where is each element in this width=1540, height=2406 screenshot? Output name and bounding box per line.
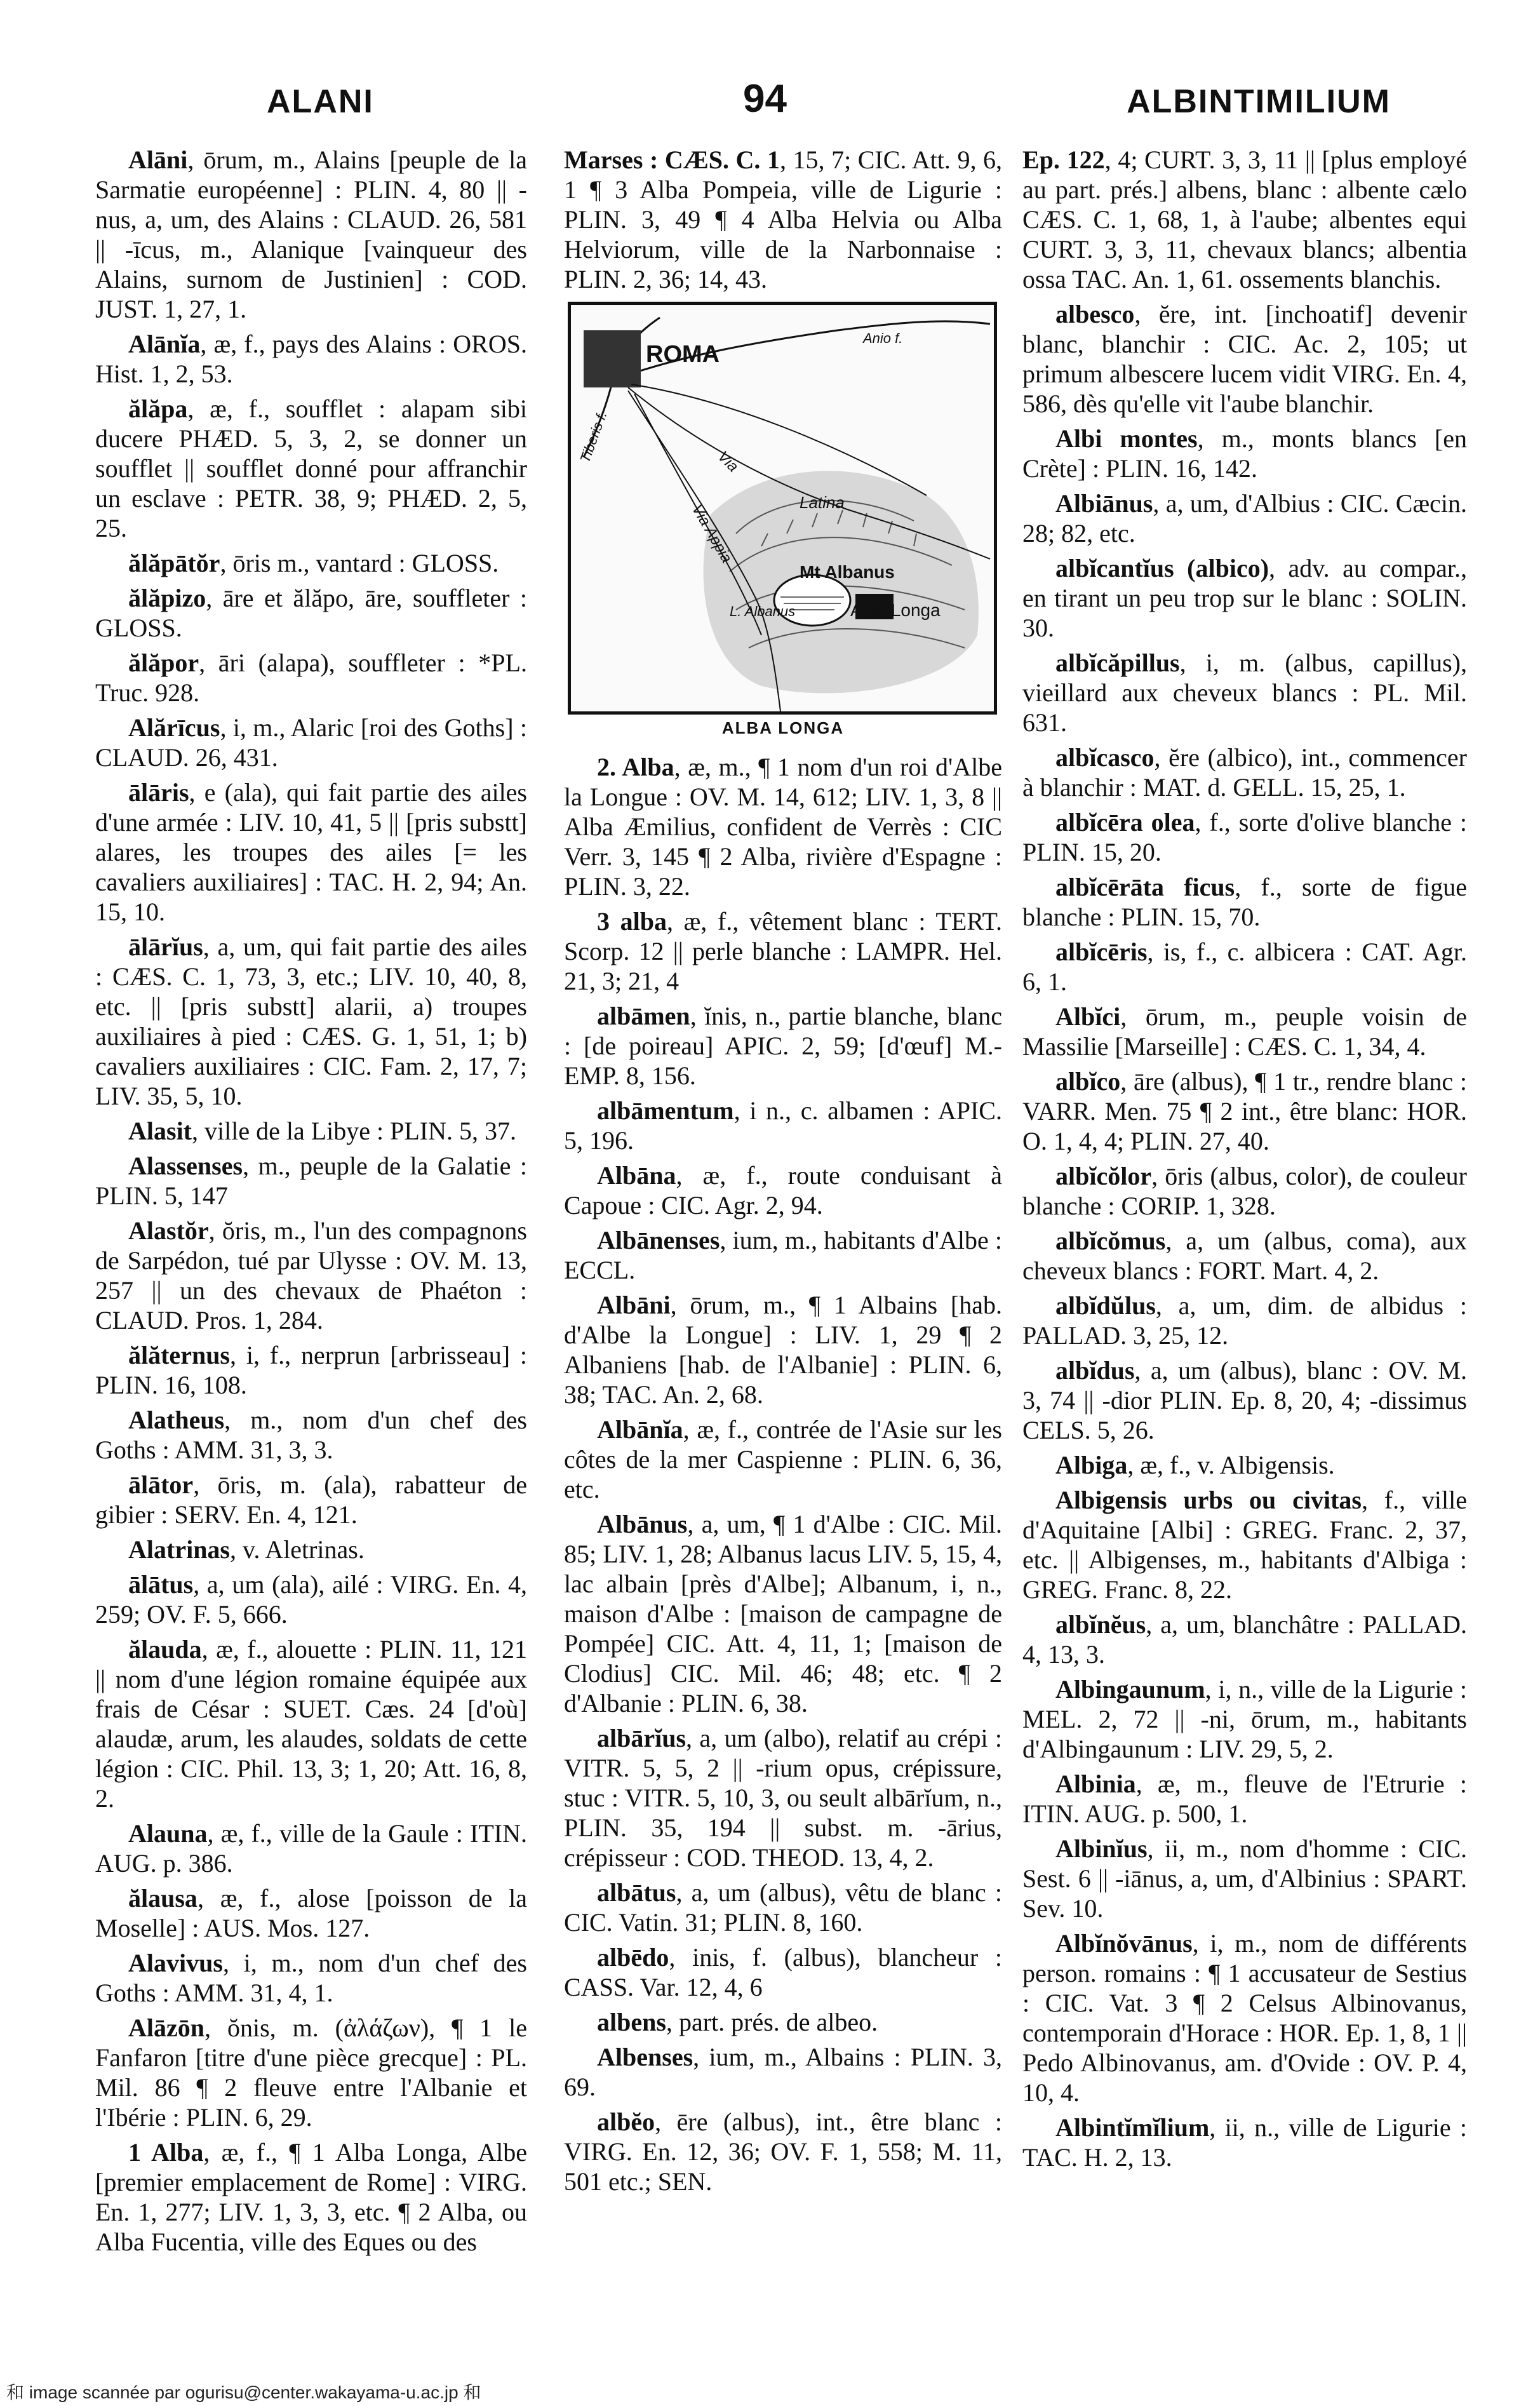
dictionary-entry — [564, 1878, 1002, 1937]
entry-headword: Albāni — [597, 1290, 671, 1319]
page-header — [0, 76, 1540, 146]
dictionary-entry — [564, 1096, 1002, 1155]
entry-headword: Alānĭa — [128, 330, 201, 358]
dictionary-entry — [1022, 1928, 1467, 2107]
dictionary-entry — [1022, 1291, 1467, 1350]
entry-headword: Albānus — [597, 1509, 688, 1538]
map-label-anio: Anio f. — [863, 330, 903, 346]
entry-body: , æ, m., ¶ 1 nom d'un roi d'Albe la Longue : OV. M. 14, 612; LIV. 1, 3, 8 || Alba Æmilius, confident de Verrès : CIC Verr. 3, 145 ¶ 2 Alba, rivière d'Espagne : PLIN. 3, 22. — [564, 752, 1002, 901]
entry-body: , æ, f., soufflet : alapam sibi ducere PHÆD. 5, 3, 2, se donner un soufflet || soufflet donné pour affranchir un esclave : PETR. 38, 9; PHÆD. 2, 5, 25. — [95, 394, 527, 542]
dictionary-entry — [95, 145, 527, 324]
scan-credit: 和 image scannée par ogurisu@center.wakayama-u.ac.jp 和 — [6, 2382, 481, 2402]
entry-body: , i n., c. albamen : APIC. 5, 196. — [564, 1096, 1002, 1155]
dictionary-entry — [95, 1340, 527, 1400]
dictionary-entry — [1022, 1066, 1467, 1156]
map-label-tiberis: Tiberis f. — [577, 409, 610, 465]
entry-body: , æ, f., route conduisant à Capoue : CIC. Agr. 2, 94. — [564, 1160, 1002, 1220]
map-label-roma: ROMA — [646, 341, 720, 368]
rome-marker — [584, 330, 641, 387]
dictionary-entry — [564, 1160, 1002, 1220]
entry-body: , adv. au compar., en tirant un peu trop sur le blanc : SOLIN. 30. — [1022, 554, 1467, 642]
entry-headword: albĭdus — [1055, 1356, 1135, 1385]
entry-headword: Albenses — [597, 2042, 693, 2071]
entry-body: , m., nom d'un chef des Goths : AMM. 31, 3, 3. — [95, 1406, 527, 1464]
dictionary-entry — [95, 1116, 527, 1146]
entry-headword: albātus — [597, 1878, 676, 1907]
entry-headword: albĭcērāta ficus — [1055, 873, 1235, 901]
entry-body: , æ, f., alouette : PLIN. 11, 121 || nom d'une légion romaine équipée aux frais de César : SUET. Cæs. 24 [d'où] alaudæ, arum, les alaudes, soldats de cette légion : CIC. Phil. 13, 3; 1, 20; Att. 16, 8, 2. — [95, 1635, 527, 1813]
map-label-appia: Via Appia — [688, 501, 735, 566]
dictionary-entry — [564, 2007, 1002, 2037]
column-3 — [1022, 145, 1467, 2349]
entry-headword: albĭnĕus — [1055, 1610, 1146, 1639]
entry-headword: albĭcŏmus — [1055, 1227, 1166, 1255]
entry-body: , a, um, d'Albius : CIC. Cæcin. 28; 82, etc. — [1022, 489, 1467, 548]
entry-headword: 3 alba — [597, 906, 667, 936]
entry-headword: Alărīcus — [128, 713, 220, 742]
dictionary-entry — [95, 1818, 527, 1878]
entry-headword: Alastŏr — [128, 1216, 209, 1245]
entry-body: , f., sorte d'olive blanche : PLIN. 15, 20. — [1022, 808, 1467, 866]
dictionary-entry — [1022, 2113, 1467, 2172]
dictionary-entry — [564, 2042, 1002, 2102]
dictionary-entry — [1022, 1610, 1467, 1669]
entry-headword: albāmentum — [597, 1096, 734, 1125]
entry-body: , i, m., Alaric [roi des Goths] : CLAUD. 26, 431. — [95, 713, 527, 772]
entry-headword: albens — [597, 2007, 666, 2036]
entry-body: , a, um, dim. de albidus : PALLAD. 3, 25, 12. — [1022, 1291, 1467, 1350]
entry-body: , ōrum, m., ¶ 1 Albains [hab. d'Albe la Longue] : LIV. 1, 29 ¶ 2 Albaniens [hab. de l'Albanie] : PLIN. 6, 38; TAC. An. 2, 68. — [564, 1290, 1002, 1409]
entry-headword: Albingaunum — [1055, 1675, 1205, 1704]
entry-headword: Albiga — [1055, 1451, 1128, 1479]
entry-headword: Albigensis urbs ou civitas — [1055, 1486, 1362, 1514]
column-2-top — [564, 145, 1002, 294]
entry-body: , i, m., nom d'un chef des Goths : AMM. 31, 4, 1. — [95, 1949, 527, 2007]
dictionary-entry — [95, 548, 527, 578]
entry-headword: Alāni — [128, 145, 188, 174]
dictionary-entry — [1022, 1674, 1467, 1764]
dictionary-entry — [1022, 553, 1467, 643]
entry-body: , f., sorte de figue blanche : PLIN. 15, 70. — [1022, 873, 1467, 931]
dictionary-entry — [95, 2013, 527, 2132]
dictionary-entry — [95, 1569, 527, 1629]
dictionary-entry — [564, 1723, 1002, 1872]
dictionary-entry — [1022, 807, 1467, 867]
running-head-left: ALANI — [267, 83, 374, 120]
entry-headword: Albinĭus — [1055, 1834, 1148, 1863]
entry-headword: ălausa — [128, 1884, 198, 1912]
dictionary-entry — [1022, 1485, 1467, 1604]
entry-headword: 1 Alba — [128, 2138, 204, 2167]
entry-body: , ōris (albus, color), de couleur blanche : CORIP. 1, 328. — [1022, 1162, 1467, 1220]
entry-body: , is, f., c. albicera : CAT. Agr. 6, 1. — [1022, 938, 1467, 996]
entry-headword: Albĭnŏvānus — [1055, 1929, 1193, 1958]
column-2-bottom — [564, 752, 1002, 2196]
dictionary-entry — [95, 2137, 527, 2257]
dictionary-entry — [1022, 1226, 1467, 1286]
entry-headword: albĭdŭlus — [1055, 1291, 1156, 1320]
dictionary-entry — [1022, 1161, 1467, 1221]
entry-body: , e (ala), qui fait partie des ailes d'une armée : LIV. 10, 41, 5 || [pris substt] alares, les troupes des ailes [= les cavaliers auxiliaires] : TAC. H. 2, 94; An. 15, 10. — [95, 778, 527, 926]
entry-body: , ĕre, int. [inchoatif] devenir blanc, blanchir : CIC. Ac. 2, 105; ut primum albescere lucem vidit VIRG. En. 4, 586, dès qu'elle vit l'aube blanchir. — [1022, 300, 1467, 418]
entry-headword: Albi montes — [1055, 424, 1198, 453]
dictionary-entry — [95, 1535, 527, 1564]
entry-headword: Marses : CÆS. C. 1 — [564, 145, 780, 174]
entry-body: , ōris m., vantard : GLOSS. — [220, 549, 499, 577]
entry-body: , æ, f., contrée de l'Asie sur les côtes de la mer Caspienne : PLIN. 6, 36, etc. — [564, 1415, 1002, 1503]
dictionary-entry — [95, 1883, 527, 1943]
entry-headword: Alāzōn — [128, 2013, 204, 2042]
dictionary-entry — [564, 2107, 1002, 2196]
entry-headword: Albāna — [597, 1160, 676, 1190]
entry-headword: ālāris — [128, 778, 189, 807]
entry-headword: albĭcasco — [1055, 743, 1155, 772]
entry-body: , æ, m., fleuve de l'Etrurie : ITIN. AUG. p. 500, 1. — [1022, 1770, 1467, 1828]
dictionary-entry — [95, 648, 527, 708]
entry-body: , i, m. (albus, capillus), vieillard aux cheveux blancs : PL. Mil. 631. — [1022, 649, 1467, 737]
entry-body: , a, um (albus), vêtu de blanc : CIC. Vatin. 31; PLIN. 8, 160. — [564, 1878, 1002, 1937]
dictionary-entry — [95, 777, 527, 927]
entry-body: , m., monts blancs [en Crète] : PLIN. 16, 142. — [1022, 424, 1467, 483]
entry-headword: albĭco — [1055, 1067, 1121, 1096]
map-label-alba-longa: Alba Longa — [850, 600, 941, 620]
entry-headword: ălăpa — [128, 394, 188, 423]
dictionary-entry — [1022, 488, 1467, 548]
entry-body: , 15, 7; CIC. Att. 9, 6, 1 ¶ 3 Alba Pompeia, ville de Ligurie : PLIN. 3, 49 ¶ 4 Alba Helvia ou Alba Helviorum, ville de la Narbonnaise : PLIN. 2, 36; 14, 43. — [564, 145, 1002, 293]
dictionary-entry — [564, 145, 1002, 294]
entry-body: , ŏris, m., l'un des compagnons de Sarpédon, tué par Ulysse : OV. M. 13, 257 || un des chevaux de Phaéton : CLAUD. Pros. 1, 284. — [95, 1216, 527, 1334]
entry-body: , i, n., ville de la Ligurie : MEL. 2, 72 || -ni, ōrum, m., habitants d'Albingaunum : LIV. 29, 5, 2. — [1022, 1675, 1467, 1763]
entry-body: , 4; CURT. 3, 3, 11 || [plus employé au part. prés.] albens, blanc : albente cælo CÆS. C. 1, 68, 1, à l'aube; albentes equi CURT. 3, 3, 11, chevaux blancs; albentia ossa TAC. An. 1, 61. ossements blanchis. — [1022, 145, 1467, 293]
entry-headword: Albiānus — [1055, 489, 1153, 518]
entry-headword: albĕo — [597, 2107, 655, 2136]
map-label-via: Via — [714, 448, 742, 476]
dictionary-entry — [1022, 424, 1467, 483]
entry-body: , ēre (albus), int., être blanc : VIRG. En. 12, 36; OV. F. 1, 558; M. 11, 501 etc.; SEN. — [564, 2107, 1002, 2196]
entry-headword: ălăpizo — [128, 584, 206, 612]
entry-headword: Albintĭmĭlium — [1055, 2113, 1210, 2142]
entry-headword: 2. Alba — [597, 752, 674, 781]
entry-body: , æ, f., ville de la Gaule : ITIN. AUG. p. 386. — [95, 1819, 527, 1878]
entry-headword: Alasit — [128, 1117, 192, 1145]
entry-body: , ii, n., ville de Ligurie : TAC. H. 2, 13. — [1022, 2113, 1467, 2172]
entry-body: , āri (alapa), souffleter : *PL. Truc. 928. — [95, 649, 527, 707]
dictionary-entry — [1022, 872, 1467, 932]
entry-headword: Albānenses — [597, 1225, 720, 1254]
dictionary-entry — [564, 1001, 1002, 1091]
entry-headword: albēdo — [597, 1942, 669, 1972]
entry-headword: Alatrinas — [128, 1535, 230, 1564]
entry-headword: albārĭus — [597, 1723, 686, 1752]
dictionary-entry — [95, 1405, 527, 1465]
dictionary-entry — [1022, 1450, 1467, 1480]
entry-body: , a, um (ala), ailé : VIRG. En. 4, 259; OV. F. 5, 666. — [95, 1570, 527, 1629]
entry-body: , a, um (albo), relatif au crépi : VITR. 5, 5, 2 || -rium opus, crépissure, stuc : VITR. 5, 10, 3, ou seult albārĭum, n., PLIN. 35, 194 || subst. m. -ārius, crépisseur : COD. THEOD. 13, 4, 2. — [564, 1723, 1002, 1872]
entry-headword: albĭcēris — [1055, 938, 1148, 966]
map-illustration — [571, 305, 994, 711]
entry-body: , ium, m., habitants d'Albe : ECCL. — [564, 1225, 1002, 1284]
dictionary-entry — [95, 1948, 527, 2008]
dictionary-entry — [1022, 145, 1467, 294]
entry-headword: albesco — [1055, 300, 1135, 328]
entry-body: , æ, f., ¶ 1 Alba Longa, Albe [premier emplacement de Rome] : VIRG. En. 1, 277; LIV. 1, 3, 3, etc. ¶ 2 Alba, ou Alba Fucentia, ville des Eques ou des — [95, 2138, 527, 2256]
dictionary-entry — [1022, 299, 1467, 419]
entry-body: , a, um (albus, coma), aux cheveux blancs : FORT. Mart. 4, 2. — [1022, 1227, 1467, 1285]
entry-body: , ĭnis, n., partie blanche, blanc : [de poireau] APIC. 2, 59; [d'œuf] M.-EMP. 8, 156. — [564, 1001, 1002, 1090]
entry-body: , ōrum, m., peuple voisin de Massilie [Marseille] : CÆS. C. 1, 34, 4. — [1022, 1002, 1467, 1061]
dictionary-entry — [95, 1216, 527, 1335]
entry-headword: albĭcantĭus (albico) — [1055, 554, 1269, 582]
entry-body: , i, f., nerprun [arbrisseau] : PLIN. 16, 108. — [95, 1341, 527, 1399]
dictionary-entry — [564, 1415, 1002, 1504]
map-caption: ALBA LONGA — [721, 718, 845, 737]
entry-headword: ălăpor — [128, 649, 199, 677]
entry-headword: albĭcēra olea — [1055, 808, 1195, 837]
entry-body: , inis, f. (albus), blancheur : CASS. Var. 12, 4, 6 — [564, 1942, 1002, 2001]
map-alba-longa — [568, 302, 997, 715]
dictionary-entry — [95, 932, 527, 1111]
column-1 — [95, 145, 527, 2349]
entry-headword: ālātor — [128, 1470, 194, 1499]
entry-body: , i, m., nom de différents person. romains : ¶ 1 accusateur de Sestius : CIC. Vat. 3 ¶ 2 Celsus Albinovanus, contemporain d'Horace : HOR. Ep. 1, 8, 1 || Pedo Albinovanus, am. d'Ovide : OV. P. 4, 10, 4. — [1022, 1929, 1467, 2107]
dictionary-entry — [564, 752, 1002, 901]
map-label-albanus-mons: Mt Albanus — [800, 562, 895, 582]
entry-headword: Ep. 122 — [1022, 145, 1105, 174]
entry-headword: Alatheus — [128, 1406, 225, 1434]
entry-body: , part. prés. de albeo. — [666, 2007, 878, 2036]
entry-headword: ălauda — [128, 1635, 202, 1663]
entry-body: , æ, f., pays des Alains : OROS. Hist. 1, 2, 53. — [95, 330, 527, 388]
entry-body: , f., ville d'Aquitaine [Albi] : GREG. Franc. 2, 37, etc. || Albigenses, m., habitants d'Albiga : GREG. Franc. 8, 22. — [1022, 1486, 1467, 1604]
entry-headword: albĭcăpillus — [1055, 649, 1180, 677]
entry-headword: Albinia — [1055, 1770, 1136, 1798]
entry-headword: ālārĭus — [128, 932, 203, 961]
dictionary-entry — [1022, 937, 1467, 997]
dictionary-entry — [564, 1942, 1002, 2002]
dictionary-entry — [95, 394, 527, 543]
entry-headword: Albĭci — [1055, 1002, 1121, 1031]
dictionary-entry — [1022, 1834, 1467, 1923]
entry-body: , ii, m., nom d'homme : CIC. Sest. 6 || -iānus, a, um, d'Albinius : SPART. Sev. 10. — [1022, 1834, 1467, 1923]
entry-body: , ium, m., Albains : PLIN. 3, 69. — [564, 2042, 1002, 2101]
running-head-right: ALBINTIMILIUM — [1127, 83, 1391, 120]
map-label-albanus-lacus: L. Albanus — [730, 603, 796, 619]
entry-headword: Alassenses — [128, 1152, 243, 1180]
entry-body: , ŏnis, m. (ἀλάζων), ¶ 1 le Fanfaron [titre d'une pièce grecque] : PL. Mil. 86 ¶ 2 fleuve entre l'Albanie et l'Ibérie : PLIN. 6, 29. — [95, 2013, 527, 2132]
dictionary-entry — [1022, 1355, 1467, 1445]
entry-body: , āre et ălăpo, āre, souffleter : GLOSS. — [95, 584, 527, 642]
dictionary-entry — [1022, 1002, 1467, 1061]
entry-headword: ālātus — [128, 1570, 194, 1599]
entry-body: , a, um, ¶ 1 d'Albe : CIC. Mil. 85; LIV. 1, 28; Albanus lacus LIV. 5, 15, 4, lac albain [près d'Albe]; Albanum, i, n., maison d'Albe : [maison de campagne de Pompée] CIC. Att. 4, 11, 1; [maison de Clodius] CIC. Mil. 46; 48; etc. ¶ 2 d'Albanie : PLIN. 6, 38. — [564, 1509, 1002, 1717]
dictionary-entry — [564, 1225, 1002, 1285]
entry-body: , m., peuple de la Galatie : PLIN. 5, 147 — [95, 1152, 527, 1210]
entry-body: , a, um (albus), blanc : OV. M. 3, 74 || -dior PLIN. Ep. 8, 20, 4; -dissimus CELS. 5, 26. — [1022, 1356, 1467, 1444]
dictionary-entry — [564, 906, 1002, 996]
dictionary-entry — [95, 1634, 527, 1813]
entry-headword: Alavivus — [128, 1949, 223, 1977]
dictionary-entry — [95, 583, 527, 643]
dictionary-entry — [1022, 648, 1467, 737]
entry-headword: albĭcŏlor — [1055, 1162, 1152, 1190]
dictionary-entry — [564, 1509, 1002, 1718]
dictionary-entry — [1022, 1769, 1467, 1829]
entry-body: , æ, f., vêtement blanc : TERT. Scorp. 12 || perle blanche : LAMPR. Hel. 21, 3; 21, 4 — [564, 906, 1002, 995]
dictionary-entry — [95, 329, 527, 389]
dictionary-entry — [95, 713, 527, 772]
entry-body: , æ, f., alose [poisson de la Moselle] : AUS. Mos. 127. — [95, 1884, 527, 1942]
map-label-latina: Latina — [800, 493, 845, 512]
entry-body: , ĕre (albico), int., commencer à blanchir : MAT. d. GELL. 15, 25, 1. — [1022, 743, 1467, 802]
entry-body: , a, um, qui fait partie des ailes : CÆS. C. 1, 73, 3, etc.; LIV. 10, 40, 8, etc. || [pris substt] alarii, a) troupes auxiliaires à pied : CÆS. G. 1, 51, 1; b) cavaliers auxiliaires : CIC. Fam. 2, 17, 7; LIV. 35, 5, 10. — [95, 932, 527, 1110]
dictionary-entry — [1022, 743, 1467, 802]
entry-body: , ōris, m. (ala), rabatteur de gibier : SERV. En. 4, 121. — [95, 1470, 527, 1529]
page-number: 94 — [743, 77, 787, 121]
entry-headword: Alauna — [128, 1819, 208, 1848]
entry-headword: ălăpātŏr — [128, 549, 220, 577]
entry-headword: ălăternus — [128, 1341, 230, 1369]
entry-body: , a, um, blanchâtre : PALLAD. 4, 13, 3. — [1022, 1610, 1467, 1669]
entry-body: , ōrum, m., Alains [peuple de la Sarmatie européenne] : PLIN. 4, 80 || -nus, a, um, des Alains : CLAUD. 26, 581 || -īcus, m., Alanique [vainqueur des Alains, surnom de Justinien] : COD. JUST. 1, 27, 1. — [95, 145, 527, 323]
entry-headword: Albānĭa — [597, 1415, 683, 1444]
dictionary-entry — [95, 1470, 527, 1529]
entry-headword: albāmen — [597, 1001, 690, 1030]
dictionary-entry — [95, 1151, 527, 1211]
entry-body: , āre (albus), ¶ 1 tr., rendre blanc : VARR. Men. 75 ¶ 2 int., être blanc: HOR. O. 1, 4, 4; PLIN. 27, 40. — [1022, 1067, 1467, 1155]
column-2 — [564, 145, 1002, 2349]
entry-body: , æ, f., v. Albigensis. — [1127, 1451, 1335, 1479]
dictionary-entry — [564, 1290, 1002, 1409]
entry-body: , v. Aletrinas. — [230, 1535, 365, 1564]
entry-body: , ville de la Libye : PLIN. 5, 37. — [192, 1117, 517, 1145]
